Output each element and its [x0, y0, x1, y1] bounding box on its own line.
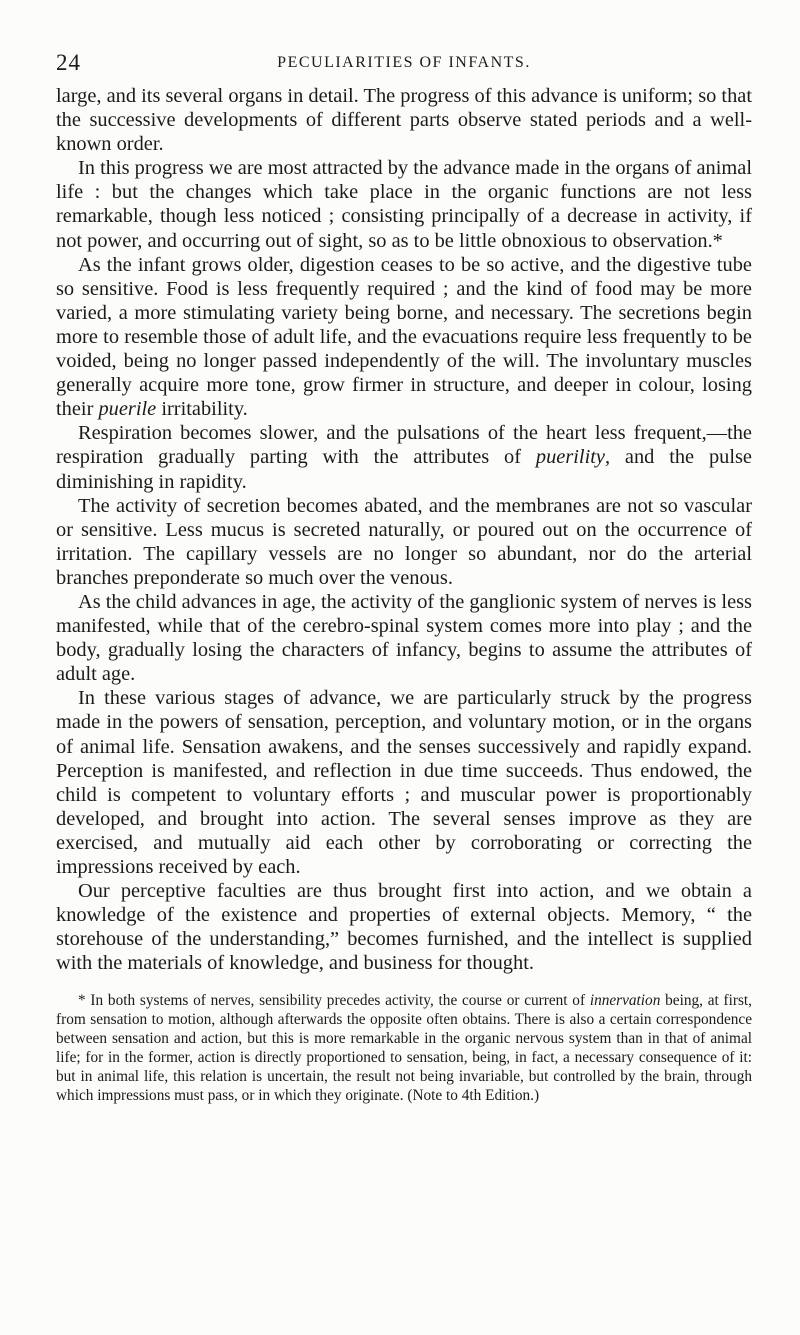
- paragraph-4-text-a: Respiration becomes slower, and the pulsations of the heart less frequent,—the respiration gradually parting with the attributes of: [56, 422, 752, 469]
- paragraph-8-text: Our perceptive faculties are thus brought first into action, and we obtain a knowledge of the existence and properties of external objects. Memory, “ the storehouse of the understanding,” becomes furnished, and the intellect is supplied with the materials of knowledge, and business for thought.: [56, 880, 752, 975]
- paragraph-7: [56, 686, 752, 879]
- paragraph-2-text: In this progress we are most attracted by the advance made in the organs of animal life : but the changes which take place in the organic functions are not less remarkable, though less noticed ; consisting principally of a decrease in activity, if not power, and occurring out of sight, so as to be little obnoxious to observation.*: [56, 157, 752, 252]
- footnote-text-a: * In both systems of nerves, sensibility precedes activity, the course or current of: [78, 992, 590, 1010]
- paragraph-3-italic: puerile: [98, 398, 157, 421]
- footnote-italic: innervation: [589, 992, 661, 1010]
- footnote: [56, 991, 752, 1105]
- paragraph-4-text-b: , and the pulse diminishing in rapidity.: [56, 446, 752, 493]
- paragraph-1-text: large, and its several organs in detail. The progress of this advance is uniform; so that the successive developments of different parts observe stated periods and a well-known order.: [56, 85, 752, 156]
- paragraph-7-text: In these various stages of advance, we are particularly struck by the progress made in the powers of sensation, perception, and voluntary motion, or in the organs of animal life. Sensation awakens, and the senses successively and rapidly expand. Perception is manifested, and reflection in due time succeeds. Thus endowed, the child is competent to voluntary efforts ; and muscular power is proportionably developed, and brought into action. The several senses improve as they are exercised, and mutually aid each other by corroborating or correcting the impressions received by each.: [56, 687, 752, 878]
- footnote-paragraph: [56, 991, 752, 1105]
- paragraph-5-text: The activity of secretion becomes abated, and the membranes are not so vascular or sensitive. Less mucus is secreted naturally, or poured out on the occurrence of irritation. The capillary vessels are no longer so abundant, nor do the arterial branches preponderate so much over the venous.: [56, 494, 752, 589]
- paragraph-6-text: As the child advances in age, the activity of the ganglionic system of nerves is less manifested, while that of the cerebro-spinal system comes more into play ; and the body, gradually losing the characters of infancy, begins to assume the attributes of adult age.: [56, 590, 752, 686]
- paragraph-4-italic: puerility: [535, 446, 605, 469]
- paragraph-3: [56, 253, 752, 422]
- running-head: PECULIARITIES OF INFANTS.: [277, 54, 531, 71]
- footnote-text-b: being, at first, from sensation to motion, although afterwards the opposite often obtains. There is also a certain correspondence between sensation and action, but this is more remarkable in the organic nervous system than in that of animal life; for in the former, action is directly proportioned to sensation, being, in fact, a necessary consequence of it: but in animal life, this relation is uncertain, the result not being invariable, but controlled by the brain, through which impressions must pass, or in which they originate. (Note to 4th Edition.): [56, 992, 752, 1105]
- paragraph-5: [56, 494, 752, 590]
- paragraph-2: [56, 156, 752, 252]
- paragraph-6: [56, 590, 752, 686]
- paragraph-1: [56, 84, 752, 156]
- paragraph-8: [56, 879, 752, 975]
- paragraph-4: [56, 421, 752, 493]
- page-number: 24: [56, 50, 81, 75]
- paragraph-3-text-a: As the infant grows older, digestion ceases to be so active, and the digestive tube so sensitive. Food is less frequently required ; and the kind of food may be more varied, a more stimulating variety being borne, and necessary. The secretions begin more to resemble those of adult life, and the evacuations require less frequently to be voided, being no longer passed independently of the will. The involuntary muscles generally acquire more tone, grow firmer in structure, and deeper in colour, losing their: [56, 253, 752, 421]
- body-text: [56, 84, 752, 975]
- paragraph-3-text-b: irritability.: [156, 398, 248, 421]
- page-header: [56, 50, 752, 80]
